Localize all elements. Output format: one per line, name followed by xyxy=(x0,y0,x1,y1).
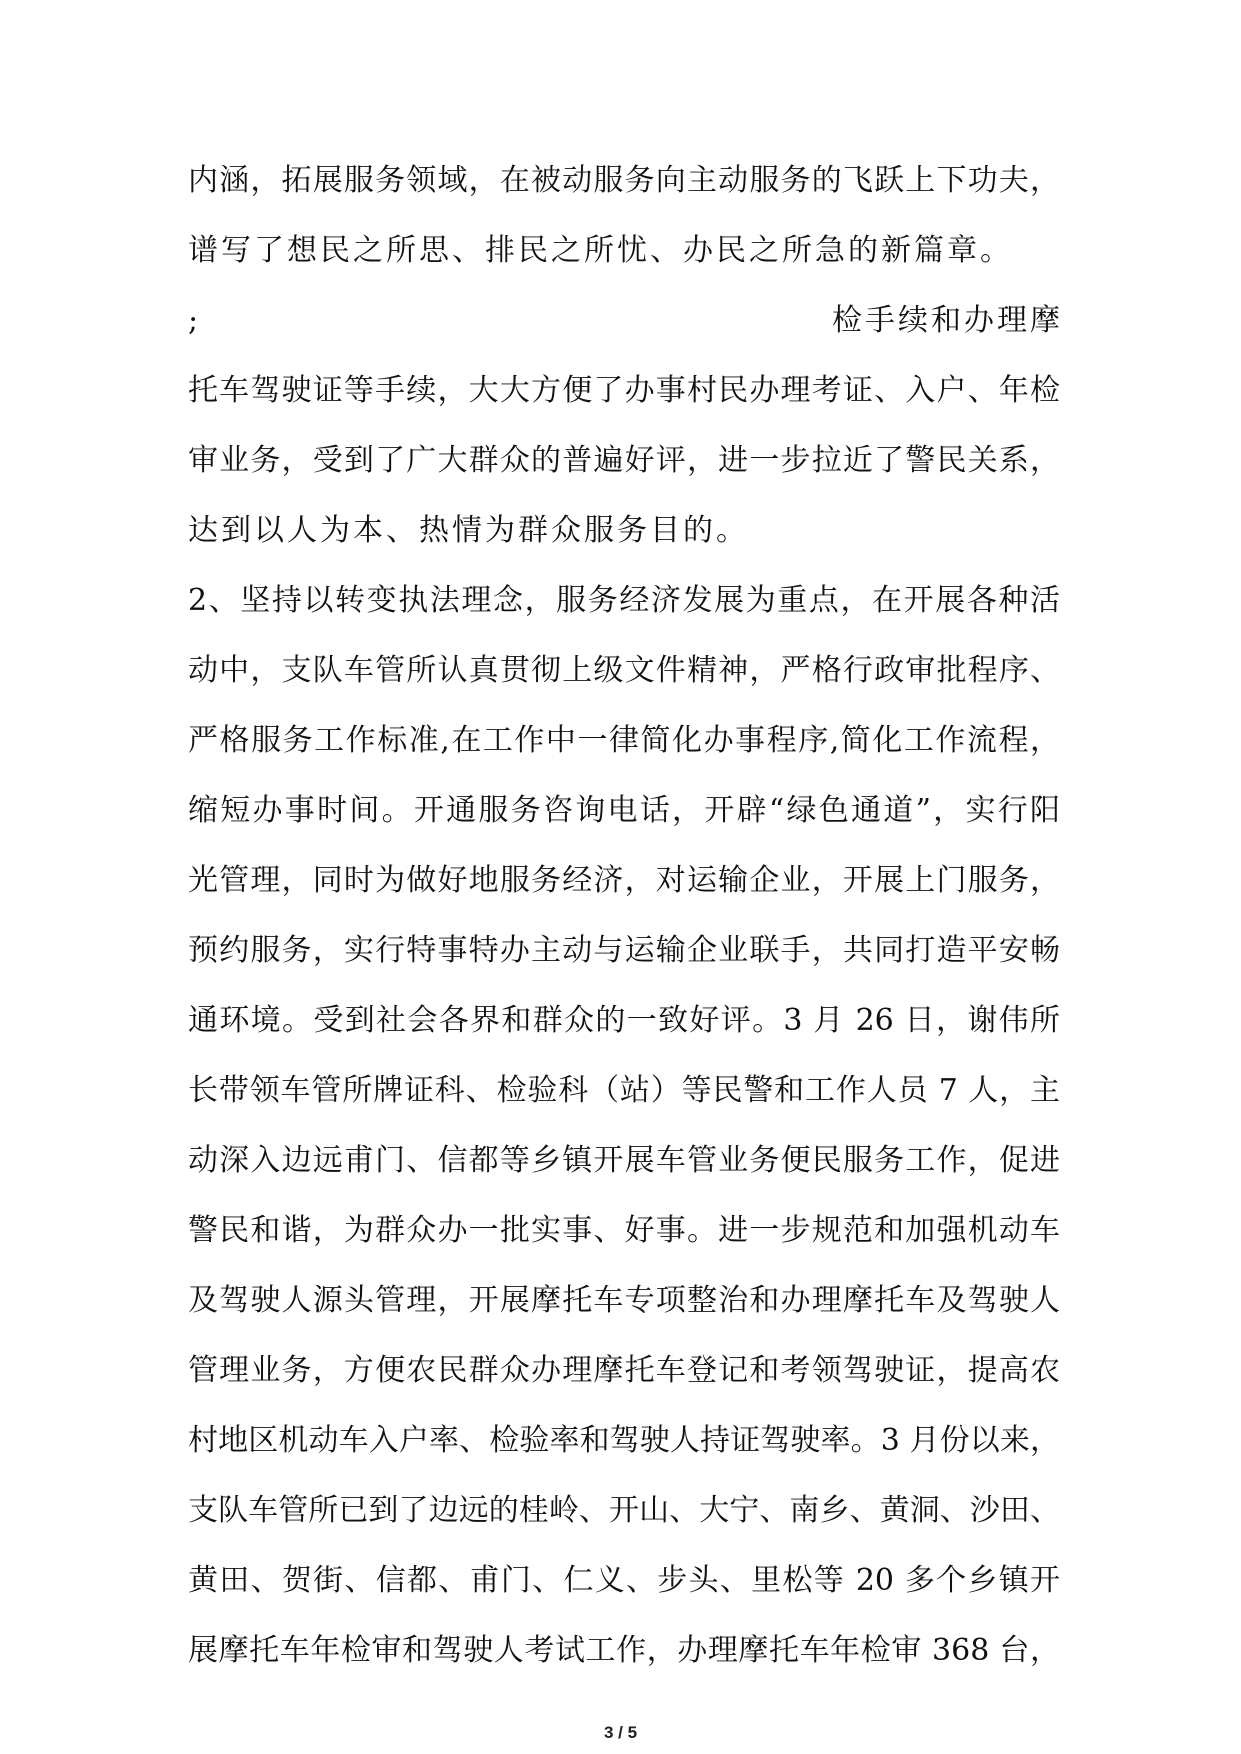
page-number: 3 / 5 xyxy=(603,1723,638,1742)
text-line: 动中，支队车管所认真贯彻上级文件精神，严格行政审批程序、 xyxy=(188,653,1060,688)
text-line: 缩短办事时间。开通服务咨询电话，开辟“绿色通道”，实行阳 xyxy=(188,793,1060,828)
text-line: 动深入边远甫门、信都等乡镇开展车管业务便民服务工作，促进 xyxy=(188,1143,1060,1178)
text-line: 通环境。受到社会各界和群众的一致好评。3 月 26 日，谢伟所 xyxy=(188,1003,1060,1038)
text-line: 村地区机动车入户率、检验率和驾驶人持证驾驶率。3 月份以来， xyxy=(188,1423,1060,1458)
text-fragment-right: 检手续和办理摩 xyxy=(832,303,1063,338)
text-line: 黄田、贺街、信都、甫门、仁义、步头、里松等 20 多个乡镇开 xyxy=(188,1563,1060,1598)
text-line: 及驾驶人源头管理，开展摩托车专项整治和办理摩托车及驾驶人 xyxy=(188,1283,1060,1318)
text-fragment-left: ; xyxy=(188,303,199,338)
text-line: 审业务，受到了广大群众的普遍好评，进一步拉近了警民关系， xyxy=(188,443,1060,478)
text-line: 达到以人为本、热情为群众服务目的。 xyxy=(188,513,749,548)
text-line: 预约服务，实行特事特办主动与运输企业联手，共同打造平安畅 xyxy=(188,933,1060,968)
text-line: 警民和谐，为群众办一批实事、好事。进一步规范和加强机动车 xyxy=(188,1213,1060,1248)
text-line: 支队车管所已到了边远的桂岭、开山、大宁、南乡、黄洞、沙田、 xyxy=(188,1493,1060,1528)
text-line: 严格服务工作标准,在工作中一律简化办事程序,简化工作流程， xyxy=(188,723,1060,758)
text-line: 光管理，同时为做好地服务经济，对运输企业，开展上门服务， xyxy=(188,863,1060,898)
text-line: 谱写了想民之所思、排民之所忧、办民之所急的新篇章。 xyxy=(188,233,1013,268)
text-line: 管理业务，方便农民群众办理摩托车登记和考领驾驶证，提高农 xyxy=(188,1353,1060,1388)
text-line: 内涵，拓展服务领域，在被动服务向主动服务的飞跃上下功夫， xyxy=(188,163,1060,198)
text-line: 长带领车管所牌证科、检验科（站）等民警和工作人员 7 人，主 xyxy=(188,1073,1060,1108)
text-line: 展摩托车年检审和驾驶人考试工作，办理摩托车年检审 368 台， xyxy=(188,1633,1060,1668)
text-line: 2、坚持以转变执法理念，服务经济发展为重点，在开展各种活 xyxy=(188,583,1060,618)
text-line: 托车驾驶证等手续，大大方便了办事村民办理考证、入户、年检 xyxy=(188,373,1060,408)
